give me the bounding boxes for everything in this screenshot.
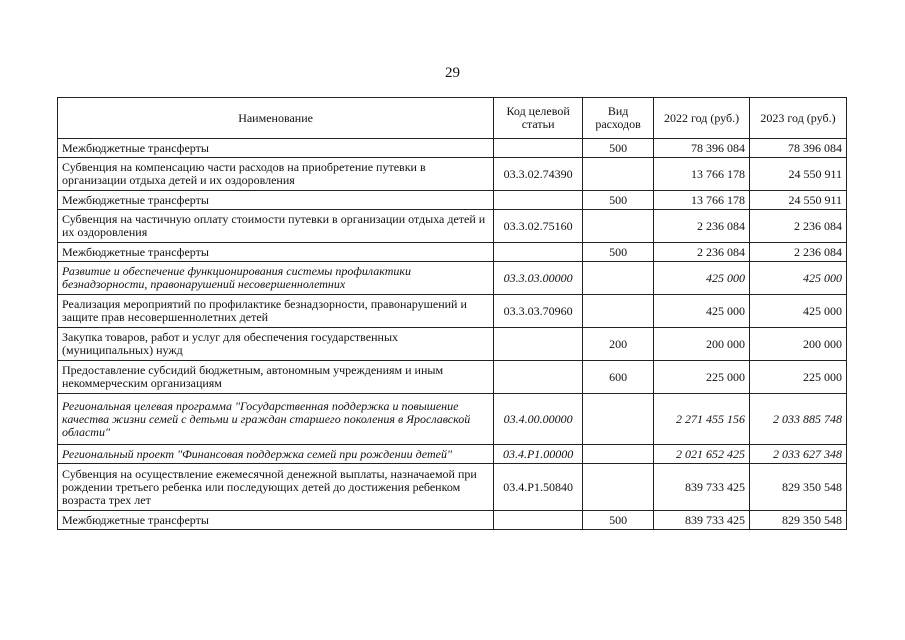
- table-row: [58, 295, 847, 328]
- row-2022-cell: 225 000: [654, 361, 750, 394]
- row-2023-cell: 2 236 084: [750, 243, 847, 262]
- row-name-cell: Региональная целевая программа "Государственная поддержка и повышение качества жизни семей с детьми и граждан старшего поколения в Ярославской области": [58, 394, 494, 445]
- row-2022-cell: 2 236 084: [654, 243, 750, 262]
- table-header-row: [58, 98, 847, 139]
- column-header-code: Код целевой статьи: [494, 98, 583, 139]
- row-2022-cell: 13 766 178: [654, 158, 750, 191]
- row-2023-cell: 24 550 911: [750, 158, 847, 191]
- row-name-cell: Субвенция на частичную оплату стоимости путевки в организации отдыха детей и их оздоровления: [58, 210, 494, 243]
- table-row: [58, 394, 847, 445]
- table-row: [58, 191, 847, 210]
- row-2022-cell: 839 733 425: [654, 464, 750, 511]
- row-2022-cell: 13 766 178: [654, 191, 750, 210]
- row-type-cell: 500: [583, 191, 654, 210]
- row-code-cell: [494, 511, 583, 530]
- table-row: [58, 328, 847, 361]
- row-code-cell: [494, 243, 583, 262]
- row-name-cell: Субвенция на компенсацию части расходов на приобретение путевки в организации отдыха детей и их оздоровления: [58, 158, 494, 191]
- table-row: [58, 139, 847, 158]
- row-name-cell: Предоставление субсидий бюджетным, автономным учреждениям и иным некоммерческим организациям: [58, 361, 494, 394]
- row-name-cell: Развитие и обеспечение функционирования системы профилактики безнадзорности, правонарушений несовершеннолетних: [58, 262, 494, 295]
- row-type-cell: 500: [583, 511, 654, 530]
- row-2022-cell: 839 733 425: [654, 511, 750, 530]
- row-2023-cell: 24 550 911: [750, 191, 847, 210]
- row-code-cell: 03.3.03.00000: [494, 262, 583, 295]
- column-header-2022: 2022 год (руб.): [654, 98, 750, 139]
- row-type-cell: [583, 295, 654, 328]
- row-code-cell: 03.3.02.75160: [494, 210, 583, 243]
- row-type-cell: [583, 445, 654, 464]
- row-name-cell: Субвенция на осуществление ежемесячной денежной выплаты, назначаемой при рождении третьего ребенка или последующих детей до достижения ребенком возраста трех лет: [58, 464, 494, 511]
- row-code-cell: [494, 191, 583, 210]
- row-name-cell: Межбюджетные трансферты: [58, 511, 494, 530]
- row-2023-cell: 829 350 548: [750, 511, 847, 530]
- table-row: [58, 158, 847, 191]
- row-code-cell: [494, 328, 583, 361]
- table-row: [58, 262, 847, 295]
- column-header-type: Вид расходов: [583, 98, 654, 139]
- table-row: [58, 445, 847, 464]
- row-type-cell: [583, 210, 654, 243]
- row-code-cell: 03.4.P1.50840: [494, 464, 583, 511]
- row-code-cell: 03.4.P1.00000: [494, 445, 583, 464]
- row-type-cell: [583, 262, 654, 295]
- row-name-cell: Закупка товаров, работ и услуг для обеспечения государственных (муниципальных) нужд: [58, 328, 494, 361]
- table-row: [58, 464, 847, 511]
- table-row: [58, 361, 847, 394]
- column-header-2023: 2023 год (руб.): [750, 98, 847, 139]
- row-type-cell: [583, 158, 654, 191]
- row-name-cell: Реализация мероприятий по профилактике безнадзорности, правонарушений и защите прав несовершеннолетних детей: [58, 295, 494, 328]
- row-2022-cell: 2 021 652 425: [654, 445, 750, 464]
- row-type-cell: 500: [583, 139, 654, 158]
- row-2022-cell: 2 236 084: [654, 210, 750, 243]
- table-row: [58, 210, 847, 243]
- row-code-cell: 03.3.03.70960: [494, 295, 583, 328]
- row-type-cell: 600: [583, 361, 654, 394]
- row-2022-cell: 2 271 455 156: [654, 394, 750, 445]
- row-2022-cell: 425 000: [654, 262, 750, 295]
- row-2023-cell: 2 033 885 748: [750, 394, 847, 445]
- row-type-cell: 500: [583, 243, 654, 262]
- row-type-cell: [583, 394, 654, 445]
- budget-table: [57, 97, 847, 530]
- row-2023-cell: 829 350 548: [750, 464, 847, 511]
- row-2023-cell: 425 000: [750, 295, 847, 328]
- row-2022-cell: 200 000: [654, 328, 750, 361]
- table-row: [58, 511, 847, 530]
- table-row: [58, 243, 847, 262]
- row-name-cell: Межбюджетные трансферты: [58, 191, 494, 210]
- row-2023-cell: 2 236 084: [750, 210, 847, 243]
- row-code-cell: [494, 139, 583, 158]
- column-header-name: Наименование: [58, 98, 494, 139]
- row-2023-cell: 78 396 084: [750, 139, 847, 158]
- row-code-cell: 03.3.02.74390: [494, 158, 583, 191]
- row-type-cell: [583, 464, 654, 511]
- row-2022-cell: 425 000: [654, 295, 750, 328]
- row-code-cell: 03.4.00.00000: [494, 394, 583, 445]
- row-2023-cell: 200 000: [750, 328, 847, 361]
- row-2023-cell: 2 033 627 348: [750, 445, 847, 464]
- row-name-cell: Региональный проект "Финансовая поддержка семей при рождении детей": [58, 445, 494, 464]
- row-type-cell: 200: [583, 328, 654, 361]
- row-name-cell: Межбюджетные трансферты: [58, 243, 494, 262]
- row-name-cell: Межбюджетные трансферты: [58, 139, 494, 158]
- row-2022-cell: 78 396 084: [654, 139, 750, 158]
- row-2023-cell: 425 000: [750, 262, 847, 295]
- table-body: [58, 139, 847, 530]
- row-2023-cell: 225 000: [750, 361, 847, 394]
- page-number: 29: [445, 65, 460, 81]
- row-code-cell: [494, 361, 583, 394]
